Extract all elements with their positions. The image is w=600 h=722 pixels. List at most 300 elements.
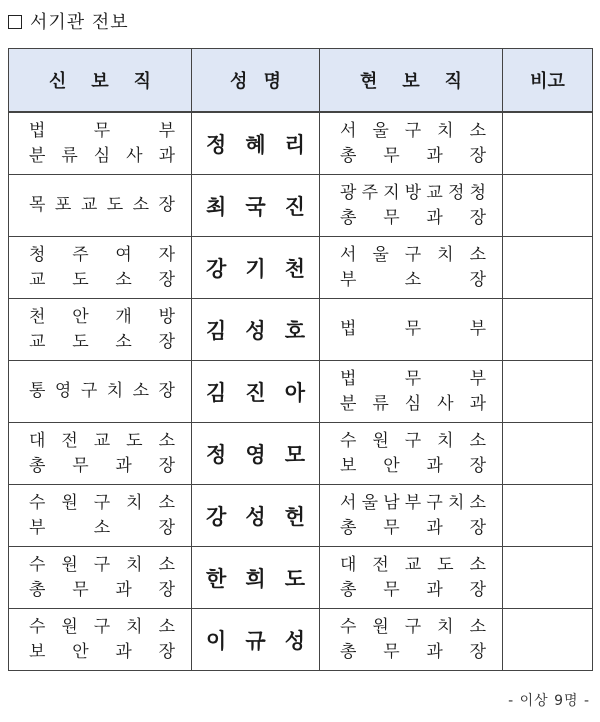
previous-position-line — [29, 330, 175, 355]
name-char: 모 — [284, 442, 305, 467]
position-char: 전 — [61, 430, 78, 451]
previous-position-line — [29, 305, 175, 330]
table-row — [9, 485, 593, 547]
name-char: 호 — [284, 318, 305, 343]
name-cell — [192, 299, 320, 361]
position-char: 치 — [437, 120, 454, 141]
previous-position-cell — [9, 237, 192, 299]
position-char: 대 — [29, 430, 46, 451]
previous-position — [9, 553, 191, 603]
position-char: 사 — [126, 145, 143, 166]
position-char: 도 — [437, 554, 454, 575]
current-position — [320, 181, 502, 231]
position-char: 분 — [29, 145, 46, 166]
position-char: 법 — [29, 120, 46, 141]
position-char: 무 — [383, 641, 400, 662]
position-char: 통 — [29, 381, 46, 401]
note-cell — [503, 175, 593, 237]
position-char: 구 — [426, 492, 443, 513]
position-char: 교 — [93, 430, 111, 451]
section-title — [8, 8, 129, 34]
current-position-line — [340, 243, 486, 268]
position-char: 소 — [93, 517, 111, 538]
position-char: 전 — [372, 554, 389, 575]
position-char: 장 — [469, 207, 486, 228]
name-char: 도 — [284, 566, 305, 591]
position-char: 개 — [115, 306, 132, 327]
position-char: 과 — [426, 145, 443, 166]
position-char: 소 — [158, 616, 175, 637]
position-char: 구 — [80, 381, 98, 401]
position-char: 류 — [61, 145, 78, 166]
position-char: 서 — [340, 492, 357, 513]
previous-position-line — [29, 615, 175, 640]
current-position-line — [340, 640, 486, 665]
position-char: 주 — [361, 182, 379, 203]
position-char: 주 — [72, 244, 89, 265]
name-char: 강 — [206, 504, 227, 529]
previous-position-line — [29, 193, 175, 218]
position-char: 장 — [158, 455, 175, 476]
position-char: 무 — [404, 319, 422, 339]
position-char: 과 — [426, 207, 443, 228]
current-position — [320, 243, 502, 293]
name-char: 한 — [206, 566, 227, 591]
position-char: 원 — [61, 554, 78, 575]
transfer-table — [8, 48, 593, 671]
position-char: 과 — [426, 641, 443, 662]
position-char: 원 — [61, 492, 78, 513]
position-char: 소 — [404, 269, 422, 290]
position-char: 소 — [158, 430, 175, 451]
position-char: 교 — [426, 182, 443, 203]
current-position — [320, 553, 502, 603]
position-char: 치 — [437, 616, 454, 637]
position-char: 소 — [469, 554, 486, 575]
name-char: 김 — [206, 380, 227, 405]
position-char: 수 — [29, 492, 46, 513]
position-char: 도 — [126, 430, 143, 451]
current-position — [320, 429, 502, 479]
position-char: 무 — [404, 368, 422, 389]
table-row — [9, 423, 593, 485]
previous-position-line — [29, 640, 175, 665]
position-char: 치 — [126, 492, 143, 513]
name-char: 정 — [206, 132, 227, 157]
position-char: 장 — [158, 381, 175, 401]
position-char: 무 — [383, 579, 400, 600]
position-char: 과 — [115, 579, 132, 600]
name-char: 영 — [245, 442, 266, 467]
current-position — [320, 615, 502, 665]
table-row — [9, 547, 593, 609]
position-char: 부 — [29, 517, 46, 538]
previous-position — [9, 615, 191, 665]
position-char: 총 — [340, 579, 357, 600]
position-char: 정 — [447, 182, 465, 203]
note-cell — [503, 299, 593, 361]
position-char: 무 — [72, 455, 89, 476]
position-char: 구 — [93, 616, 111, 637]
position-char: 심 — [93, 145, 111, 166]
position-char: 수 — [340, 616, 357, 637]
current-position-cell — [320, 175, 503, 237]
position-char: 부 — [404, 492, 422, 513]
position-char: 원 — [61, 616, 78, 637]
checkbox-square-icon — [8, 15, 22, 29]
previous-position-line — [29, 491, 175, 516]
current-position — [320, 491, 502, 541]
position-char: 치 — [437, 430, 454, 451]
current-position-line — [340, 615, 486, 640]
position-char: 여 — [115, 244, 132, 265]
position-char: 구 — [404, 120, 422, 141]
header-note — [503, 49, 593, 113]
previous-position-line — [29, 578, 175, 603]
position-char: 사 — [437, 393, 454, 414]
person-name — [192, 439, 319, 469]
position-char: 안 — [383, 455, 400, 476]
position-char: 소 — [132, 381, 150, 401]
position-char: 분 — [340, 393, 357, 414]
position-char: 과 — [426, 579, 443, 600]
name-cell — [192, 547, 320, 609]
current-position-cell — [320, 485, 503, 547]
header-previous-position — [9, 49, 192, 113]
current-position-line — [340, 454, 486, 479]
position-char: 장 — [158, 331, 175, 352]
current-position-line — [340, 317, 486, 342]
position-char: 장 — [469, 517, 486, 538]
previous-position-cell — [9, 485, 192, 547]
name-char: 희 — [245, 566, 266, 591]
name-char: 아 — [284, 380, 305, 405]
previous-position-cell — [9, 299, 192, 361]
position-char: 장 — [469, 145, 486, 166]
position-char: 남 — [383, 492, 400, 513]
name-char: 진 — [284, 194, 305, 219]
name-char: 천 — [284, 256, 305, 281]
current-position-line — [340, 181, 486, 206]
header-current-label — [320, 67, 502, 93]
person-name — [192, 501, 319, 531]
position-char: 장 — [158, 641, 175, 662]
person-name — [192, 625, 319, 655]
name-char: 국 — [245, 194, 266, 219]
header-char: 직 — [133, 71, 151, 92]
section-title-text: 서기관 전보 — [30, 12, 129, 33]
previous-position-line — [29, 243, 175, 268]
current-position-cell — [320, 609, 503, 671]
table-row — [9, 609, 593, 671]
current-position-cell — [320, 299, 503, 361]
position-char: 부 — [158, 120, 175, 141]
position-char: 장 — [469, 641, 486, 662]
current-position-line — [340, 206, 486, 231]
position-char: 무 — [72, 579, 89, 600]
position-char: 총 — [340, 517, 357, 538]
position-char: 총 — [29, 455, 46, 476]
table-header-row — [9, 49, 593, 113]
previous-position-line — [29, 144, 175, 169]
position-char: 자 — [158, 244, 175, 265]
header-previous-label — [9, 67, 191, 93]
position-char: 구 — [93, 554, 111, 575]
table-row — [9, 175, 593, 237]
header-current-position — [320, 49, 503, 113]
name-char: 이 — [206, 628, 227, 653]
position-char: 치 — [126, 616, 143, 637]
header-char: 보 — [402, 71, 420, 92]
table-row — [9, 361, 593, 423]
position-char: 포 — [54, 195, 72, 215]
header-char: 보 — [91, 71, 109, 92]
position-char: 과 — [469, 393, 486, 414]
current-position-cell — [320, 237, 503, 299]
current-position-line — [340, 553, 486, 578]
position-char: 치 — [437, 244, 454, 265]
name-char: 정 — [206, 442, 227, 467]
position-char: 치 — [126, 554, 143, 575]
position-char: 수 — [340, 430, 357, 451]
previous-position-cell — [9, 547, 192, 609]
previous-position-line — [29, 516, 175, 541]
position-char: 소 — [469, 616, 486, 637]
name-char: 규 — [245, 628, 266, 653]
name-cell — [192, 485, 320, 547]
table-row — [9, 112, 593, 175]
note-cell — [503, 112, 593, 175]
person-name — [192, 377, 319, 407]
current-position-line — [340, 119, 486, 144]
position-char: 소 — [158, 492, 175, 513]
name-char: 혜 — [245, 132, 266, 157]
position-char: 부 — [340, 269, 357, 290]
name-cell — [192, 237, 320, 299]
current-position-line — [340, 367, 486, 392]
position-char: 구 — [404, 244, 422, 265]
position-char: 장 — [158, 579, 175, 600]
table-row — [9, 237, 593, 299]
position-char: 과 — [158, 145, 175, 166]
position-char: 교 — [29, 331, 46, 352]
current-position-line — [340, 268, 486, 293]
previous-position-line — [29, 454, 175, 479]
position-char: 울 — [372, 120, 389, 141]
position-char: 부 — [469, 368, 486, 389]
name-char: 김 — [206, 318, 227, 343]
current-position-cell — [320, 112, 503, 175]
previous-position-line — [29, 553, 175, 578]
name-char: 성 — [284, 628, 305, 653]
position-char: 과 — [115, 455, 132, 476]
position-char: 총 — [340, 207, 357, 228]
position-char: 심 — [404, 393, 422, 414]
person-name — [192, 253, 319, 283]
previous-position — [9, 305, 191, 355]
position-char: 교 — [29, 269, 46, 290]
position-char: 총 — [340, 145, 357, 166]
name-char: 헌 — [284, 504, 305, 529]
position-char: 소 — [115, 331, 132, 352]
note-cell — [503, 361, 593, 423]
current-position-cell — [320, 361, 503, 423]
position-char: 청 — [469, 182, 486, 203]
previous-position — [9, 119, 191, 169]
header-char: 명 — [263, 71, 281, 92]
position-char: 무 — [383, 517, 400, 538]
note-cell — [503, 547, 593, 609]
position-char: 부 — [469, 319, 486, 339]
previous-position — [9, 491, 191, 541]
position-char: 소 — [469, 244, 486, 265]
name-char: 리 — [284, 132, 305, 157]
position-char: 방 — [158, 306, 175, 327]
position-char: 교 — [80, 195, 98, 215]
position-char: 보 — [29, 641, 46, 662]
name-char: 강 — [206, 256, 227, 281]
current-position-cell — [320, 547, 503, 609]
person-name — [192, 315, 319, 345]
header-name-label — [192, 67, 319, 93]
position-char: 소 — [115, 269, 132, 290]
previous-position-line — [29, 379, 175, 404]
position-char: 지 — [383, 182, 400, 203]
position-char: 소 — [132, 195, 150, 215]
position-char: 치 — [106, 381, 124, 401]
note-cell — [503, 609, 593, 671]
table-row — [9, 299, 593, 361]
position-char: 치 — [447, 492, 465, 513]
position-char: 울 — [372, 244, 389, 265]
position-char: 장 — [469, 455, 486, 476]
previous-position — [9, 379, 191, 404]
position-char: 구 — [404, 430, 422, 451]
person-name — [192, 563, 319, 593]
header-char: 성 — [230, 71, 248, 92]
previous-position-line — [29, 268, 175, 293]
person-name — [192, 129, 319, 159]
current-position-line — [340, 429, 486, 454]
name-cell — [192, 423, 320, 485]
position-char: 과 — [115, 641, 132, 662]
position-char: 목 — [29, 195, 46, 215]
header-note-label: 비고 — [530, 71, 565, 92]
previous-position-line — [29, 429, 175, 454]
position-char: 총 — [29, 579, 46, 600]
position-char: 소 — [469, 430, 486, 451]
position-char: 장 — [158, 517, 175, 538]
previous-position-line — [29, 119, 175, 144]
name-cell — [192, 609, 320, 671]
note-cell — [503, 485, 593, 547]
position-char: 법 — [340, 319, 357, 339]
current-position — [320, 317, 502, 342]
header-char: 직 — [444, 71, 462, 92]
position-char: 도 — [72, 331, 89, 352]
previous-position-cell — [9, 361, 192, 423]
position-char: 수 — [29, 554, 46, 575]
position-char: 장 — [158, 195, 175, 215]
position-char: 대 — [340, 554, 357, 575]
current-position — [320, 367, 502, 417]
position-char: 교 — [404, 554, 422, 575]
current-position-line — [340, 144, 486, 169]
header-name — [192, 49, 320, 113]
position-char: 과 — [426, 455, 443, 476]
current-position-line — [340, 491, 486, 516]
current-position-line — [340, 516, 486, 541]
position-char: 장 — [158, 269, 175, 290]
name-char: 진 — [245, 380, 266, 405]
name-char: 기 — [245, 256, 266, 281]
position-char: 장 — [469, 269, 486, 290]
name-char: 최 — [206, 194, 227, 219]
position-char: 무 — [383, 207, 400, 228]
position-char: 구 — [93, 492, 111, 513]
previous-position-cell — [9, 112, 192, 175]
position-char: 과 — [426, 517, 443, 538]
position-char: 안 — [72, 641, 89, 662]
position-char: 보 — [340, 455, 357, 476]
name-cell — [192, 175, 320, 237]
position-char: 법 — [340, 368, 357, 389]
current-position-line — [340, 392, 486, 417]
position-char: 청 — [29, 244, 46, 265]
position-char: 안 — [72, 306, 89, 327]
position-char: 방 — [404, 182, 422, 203]
position-char: 서 — [340, 244, 357, 265]
previous-position-cell — [9, 175, 192, 237]
note-cell — [503, 423, 593, 485]
position-char: 소 — [469, 120, 486, 141]
name-char: 성 — [245, 504, 266, 529]
position-char: 원 — [372, 430, 389, 451]
previous-position-cell — [9, 423, 192, 485]
position-char: 서 — [340, 120, 357, 141]
previous-position — [9, 243, 191, 293]
previous-position — [9, 429, 191, 479]
person-name — [192, 191, 319, 221]
position-char: 원 — [372, 616, 389, 637]
header-char: 신 — [49, 71, 67, 92]
name-cell — [192, 361, 320, 423]
position-char: 울 — [361, 492, 379, 513]
current-position — [320, 119, 502, 169]
position-char: 소 — [158, 554, 175, 575]
position-char: 영 — [54, 381, 72, 401]
position-char: 소 — [469, 492, 486, 513]
position-char: 류 — [372, 393, 389, 414]
position-char: 도 — [72, 269, 89, 290]
position-char: 도 — [106, 195, 124, 215]
footer-count: - 이상 9명 - — [508, 693, 590, 709]
name-char: 성 — [245, 318, 266, 343]
header-char: 현 — [360, 71, 378, 92]
position-char: 수 — [29, 616, 46, 637]
position-char: 무 — [383, 145, 400, 166]
note-cell — [503, 237, 593, 299]
name-cell — [192, 112, 320, 175]
current-position-cell — [320, 423, 503, 485]
previous-position-cell — [9, 609, 192, 671]
position-char: 천 — [29, 306, 46, 327]
position-char: 구 — [404, 616, 422, 637]
position-char: 무 — [93, 120, 111, 141]
position-char: 광 — [340, 182, 357, 203]
position-char: 총 — [340, 641, 357, 662]
current-position-line — [340, 578, 486, 603]
